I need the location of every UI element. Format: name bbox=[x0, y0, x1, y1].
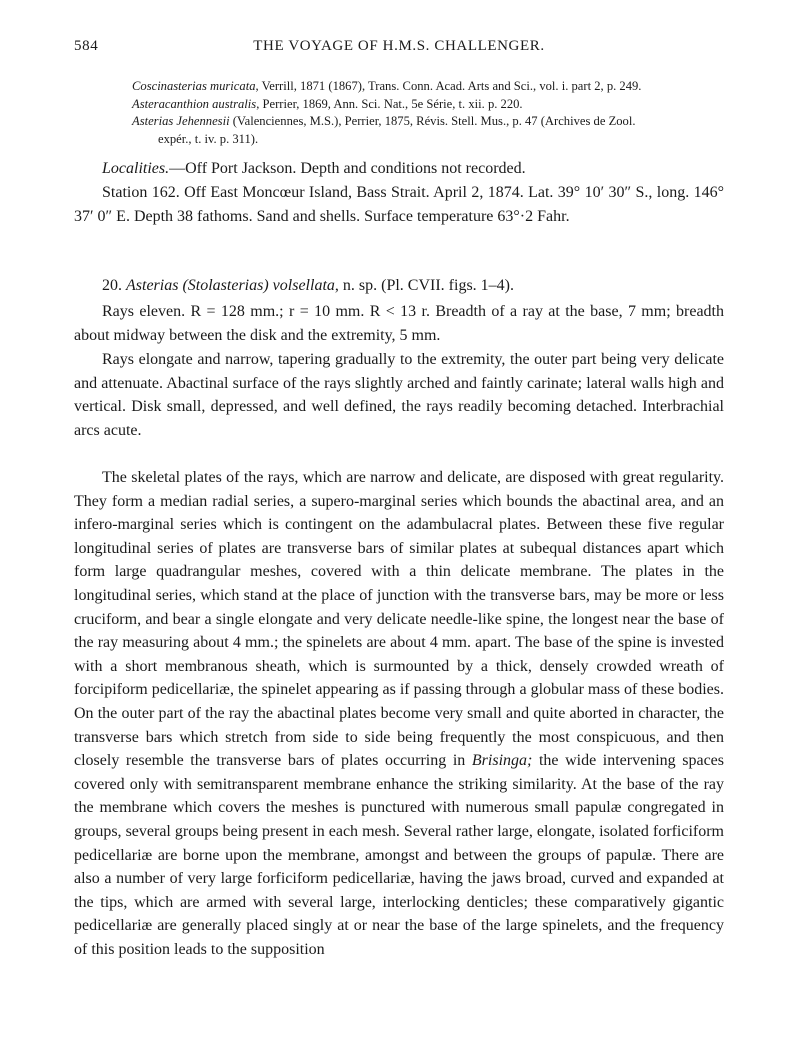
skeletal-paragraph bbox=[74, 466, 724, 961]
species-heading bbox=[74, 274, 724, 298]
synonym-citation: (Valenciennes, M.S.), Perrier, 1875, Révis. Stell. Mus., p. 47 (Archives de Zool. bbox=[229, 114, 636, 129]
skeletal-text-part2: the wide intervening spaces covered only with semitransparent membrane enhance the striking similarity. At the base of the ray the membrane which covers the meshes is punctured with numerous small papulæ congregated in groups, several groups being present in each mesh. Several rather large, elongate, isolated forficiform pedicellariæ are borne upon the membrane, amongst and between the groups of papulæ. There are also a number of very large forficiform pedicellariæ, having the jaws broad, curved and expanded at the tips, which are armed with several large, interlocking denticles; these comparatively gigantic pedicellariæ are generally placed singly at or near the base of the large spinelets, and the frequency of this position leads to the supposition bbox=[74, 752, 724, 958]
species-epithet: volsellata bbox=[272, 277, 335, 294]
synonym-citation: expér., t. iv. p. 311). bbox=[158, 131, 259, 146]
description-text: Rays elongate and narrow, tapering gradually to the extremity, the outer part being very delicate and attenuate. Abactinal surface of the rays slightly arched and faintly carinate; lateral walls high and vertical. Disk small, depressed, and well defined, the rays readily becoming detached. Interbrachial arcs acute. bbox=[74, 351, 724, 439]
synonym-citation: , Verrill, 1871 (1867), Trans. Conn. Acad. Arts and Sci., vol. i. part 2, p. 249. bbox=[255, 79, 642, 93]
rays-text: Rays eleven. R = 128 mm.; r = 10 mm. R < 13 r. Breadth of a ray at the base, 7 mm; breadth about midway between the disk and the extremity, 5 mm. bbox=[74, 303, 724, 344]
localities-text: —Off Port Jackson. Depth and conditions not recorded. bbox=[169, 160, 526, 177]
skeletal-text-part1: The skeletal plates of the rays, which are narrow and delicate, are disposed with great regularity. They form a median radial series, a supero-marginal series which bounds the abactinal area, and an infero-marginal series which is contingent on the adambulacral plates. Between these five regular longitudinal series of plates are transverse bars of similar plates at subequal distances apart which form large quadrangular meshes, covered with a thin delicate membrane. The plates in the longitudinal series, which stand at the place of junction with the transverse bars, may be more or less cruciform, and bear a single elongate and very delicate needle-like spine, the longest near the base of the ray measuring about 4 mm.; the spinelets are about 4 mm. apart. The base of the spine is invested with a short membranous sheath, which is surmounted by a thick, densely crowded wreath of forcipiform pedicellariæ, the spinelet appearing as if passing through a globular mass of these bodies. On the outer part of the ray the abactinal plates become very small and quite aborted in character, the transverse bars which stretch from side to side being frequently the most conspicuous, and then closely resemble the transverse bars of plates occurring in bbox=[74, 469, 724, 770]
localities-label: Localities. bbox=[102, 160, 170, 177]
localities-paragraph bbox=[74, 157, 724, 181]
synonymy-entry-continuation bbox=[132, 131, 732, 149]
species-subgenus: (Stolasterias) bbox=[182, 277, 269, 294]
synonymy-entry bbox=[132, 78, 732, 96]
description-paragraph bbox=[74, 348, 724, 442]
species-genus: Asterias bbox=[126, 277, 179, 294]
page-number: 584 bbox=[74, 38, 99, 54]
synonym-name: Asterias Jehennesii bbox=[132, 114, 230, 129]
synonym-citation: , Perrier, 1869, Ann. Sci. Nat., 5e Série, t. xii. p. 220. bbox=[256, 96, 523, 111]
synonym-name: Asteracanthion australis bbox=[132, 96, 257, 111]
synonymy-entry bbox=[132, 113, 732, 131]
page-header bbox=[74, 38, 724, 62]
synonymy-entry bbox=[132, 96, 732, 114]
species-number: 20. bbox=[102, 277, 122, 294]
running-title: THE VOYAGE OF H.M.S. CHALLENGER. bbox=[253, 38, 545, 54]
genus-reference: Brisinga; bbox=[471, 752, 533, 770]
synonymy-list bbox=[132, 78, 732, 148]
station-text: Station 162. Off East Moncœur Island, Bass Strait. April 2, 1874. Lat. 39° 10′ 30″ S., long. 146° 37′ 0″ E. Depth 38 fathoms. Sand and shells. Surface temperature 63°·2 Fahr. bbox=[74, 184, 724, 225]
synonym-name: Coscinasterias muricata bbox=[132, 79, 256, 93]
rays-paragraph bbox=[74, 300, 724, 347]
station-paragraph bbox=[74, 181, 724, 228]
species-reference: , n. sp. (Pl. CVII. figs. 1–4). bbox=[334, 277, 514, 294]
